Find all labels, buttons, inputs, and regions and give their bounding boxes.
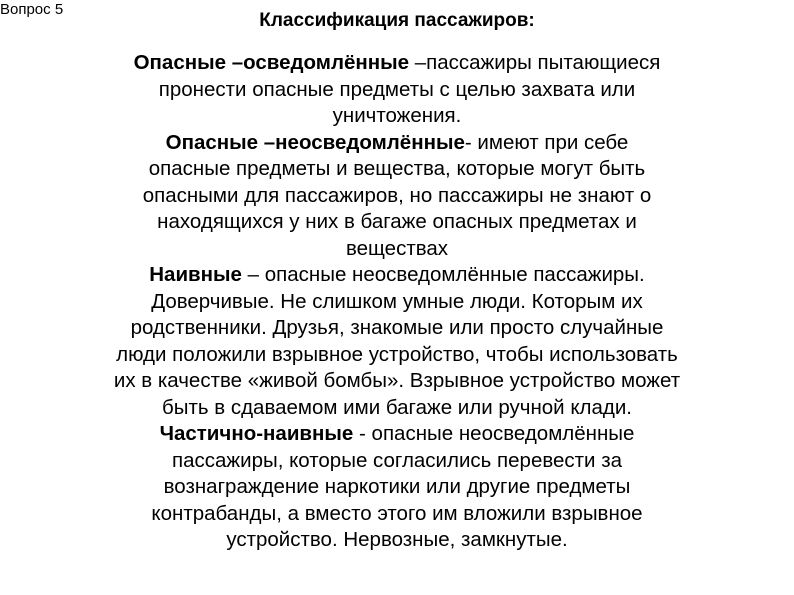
- line-text: Доверчивые. Не слишком умные люди. Которым их: [151, 289, 643, 313]
- slide-body: [30, 50, 764, 554]
- body-line: [30, 501, 764, 528]
- line-text: – опасные неосведомлённые пассажиры.: [241, 263, 645, 286]
- body-line: [30, 395, 764, 422]
- line-text: опасные предметы и вещества, которые могут быть: [148, 157, 646, 180]
- line-text: веществах: [345, 236, 449, 260]
- slide-title: Классификация пассажиров:: [259, 10, 535, 31]
- body-line: [30, 103, 764, 130]
- body-line: [30, 474, 764, 501]
- body-line: [30, 448, 764, 475]
- body-line: [30, 262, 764, 289]
- body-line: [30, 130, 764, 157]
- line-text: опасными для пассажиров, но пассажиры не знают о: [142, 183, 652, 207]
- body-line: [30, 368, 764, 395]
- slide-number: Вопрос 5: [0, 1, 64, 18]
- body-line: [30, 183, 764, 210]
- line-text: их в качестве «живой бомбы». Взрывное устройство может: [113, 369, 681, 392]
- line-text: находящихся у них в багаже опасных предметах и: [157, 210, 637, 233]
- body-line: [30, 289, 764, 316]
- line-text: родственники. Друзья, знакомые или просто случайные: [130, 316, 664, 339]
- body-line: [30, 156, 764, 183]
- line-text: –пассажиры пытающиеся: [409, 51, 661, 74]
- body-line: [30, 421, 764, 448]
- body-line: [30, 527, 764, 554]
- line-text: - имеют при себе: [464, 130, 629, 154]
- line-text: - опасные неосведомлённые: [353, 422, 635, 445]
- term-label: Наивные: [149, 263, 242, 286]
- term-label: Опасные –осведомлённые: [133, 51, 410, 74]
- body-line: [30, 236, 764, 263]
- line-text: устройство. Нервозные, замкнутые.: [226, 528, 568, 551]
- line-text: уничтожения.: [332, 104, 462, 127]
- term-label: Опасные –неосведомлённые: [165, 130, 465, 154]
- body-line: [30, 315, 764, 342]
- line-text: вознаграждение наркотики или другие предметы: [163, 475, 631, 498]
- line-text: быть в сдаваемом ими багаже или ручной клади.: [162, 395, 632, 419]
- term-label: Частично-наивные: [159, 422, 354, 445]
- body-line: [30, 77, 764, 104]
- line-text: люди положили взрывное устройство, чтобы использовать: [116, 342, 678, 366]
- line-text: пассажиры, которые согласились перевести за: [172, 448, 622, 472]
- body-line: [30, 342, 764, 369]
- body-line: [30, 209, 764, 236]
- line-text: контрабанды, а вместо этого им вложили взрывное: [151, 501, 643, 525]
- line-text: пронести опасные предметы с целью захвата или: [158, 77, 636, 101]
- body-line: [30, 50, 764, 77]
